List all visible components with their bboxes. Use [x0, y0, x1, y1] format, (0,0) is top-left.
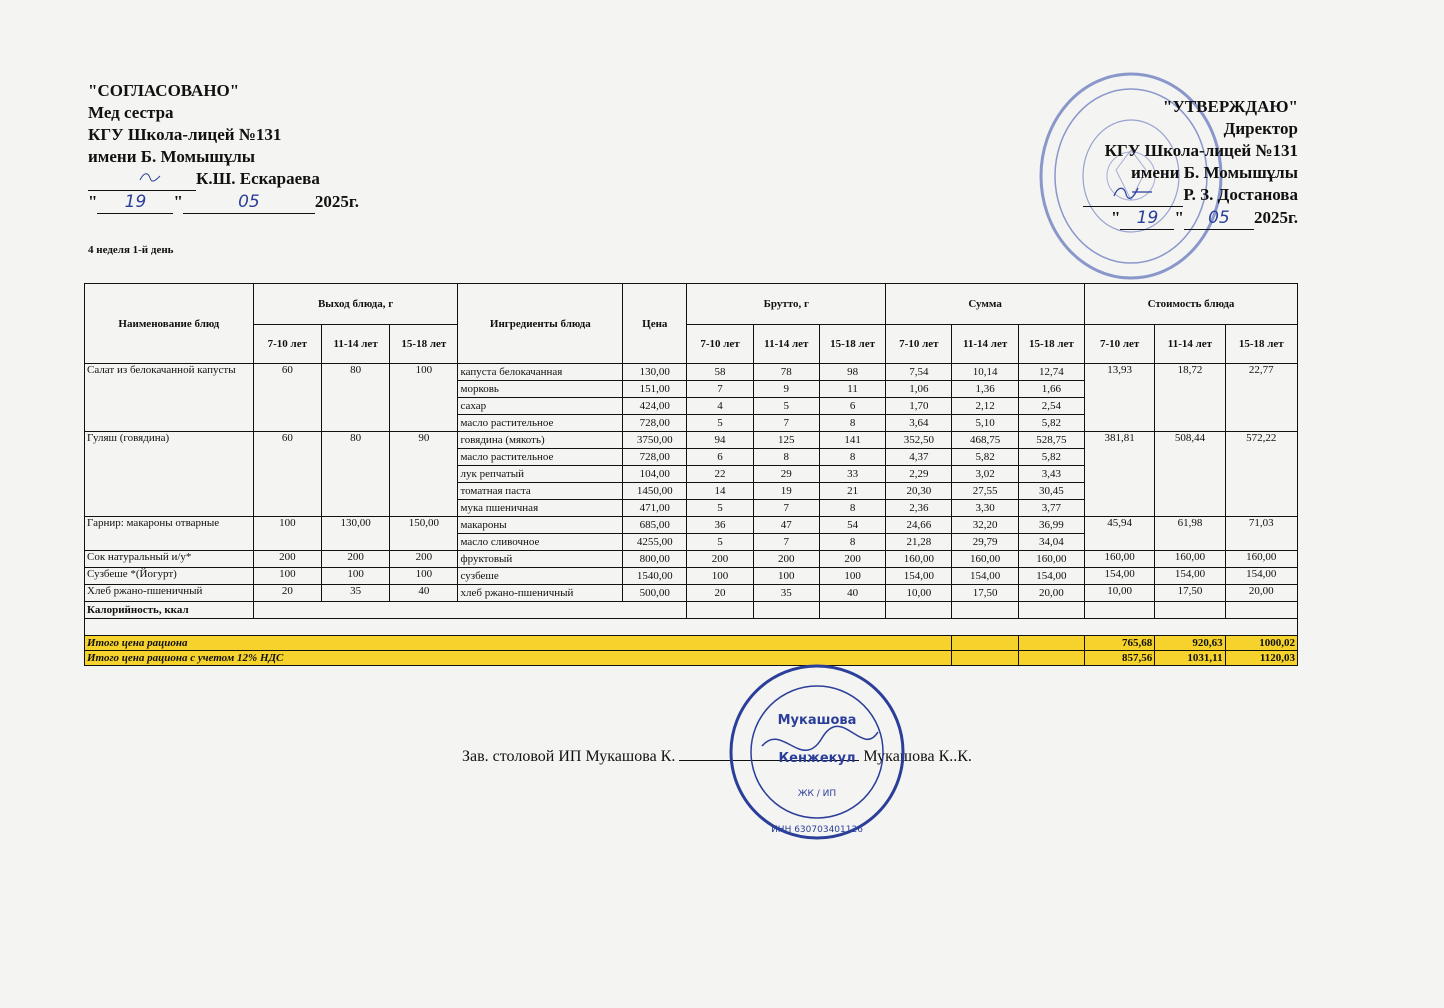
ingredient-brutto: 141	[819, 432, 885, 449]
date-line-right: " 19 " 05 2025г.	[1111, 208, 1298, 228]
ingredient-brutto: 33	[819, 466, 885, 483]
ingredient-brutto: 100	[753, 568, 819, 585]
dish-cost: 45,94	[1085, 517, 1155, 551]
dish-cost: 160,00	[1155, 551, 1225, 568]
empty-cell	[753, 602, 819, 619]
table-row	[85, 568, 1298, 585]
dish-name: Хлеб ржано-пшеничный	[85, 585, 254, 602]
ingredient-brutto: 8	[753, 449, 819, 466]
ingredient-brutto: 78	[753, 364, 819, 381]
ingredient-price: 728,00	[623, 449, 687, 466]
ingredient-sum: 352,50	[886, 432, 952, 449]
dish-output: 80	[321, 364, 389, 432]
dish-output: 60	[253, 364, 321, 432]
dish-cost: 13,93	[1085, 364, 1155, 432]
ingredient-brutto: 8	[819, 449, 885, 466]
table-row	[85, 551, 1298, 568]
approval-org-name-right: имени Б. Момышұлы	[1130, 163, 1298, 182]
ingredient-sum: 12,74	[1018, 364, 1084, 381]
entrepreneur-seal-stamp	[722, 662, 912, 842]
approval-org-right: КГУ Школа-лицей №131	[1104, 141, 1298, 160]
ingredient-sum: 24,66	[886, 517, 952, 534]
dish-output: 100	[390, 364, 458, 432]
dish-output: 200	[253, 551, 321, 568]
header-sum: Сумма	[886, 284, 1085, 325]
stamp-name-1: Мукашова	[777, 713, 857, 728]
dish-output: 40	[390, 585, 458, 602]
ingredient-brutto: 5	[687, 534, 753, 551]
ingredient-brutto: 7	[687, 381, 753, 398]
ingredient-sum: 3,64	[886, 415, 952, 432]
menu-table-body	[85, 364, 1298, 602]
ingredient-brutto: 11	[819, 381, 885, 398]
dish-cost: 160,00	[1085, 551, 1155, 568]
ingredient-sum: 30,45	[1018, 483, 1084, 500]
ingredient-brutto: 94	[687, 432, 753, 449]
approval-role-left: Мед сестра	[88, 103, 174, 122]
week-label: 4 неделя 1-й день	[88, 244, 174, 256]
approval-block-right	[1040, 96, 1298, 230]
ingredient-brutto: 98	[819, 364, 885, 381]
ingredient-sum: 528,75	[1018, 432, 1084, 449]
ingredient-sum: 3,02	[952, 466, 1018, 483]
signer-name-right: Р. З. Достанова	[1183, 185, 1298, 204]
ingredient-sum: 468,75	[952, 432, 1018, 449]
approval-org-name-left: имени Б. Момышұлы	[88, 147, 256, 166]
header-brutto: Брутто, г	[687, 284, 886, 325]
ingredient-brutto: 35	[753, 585, 819, 602]
ingredient-sum: 21,28	[886, 534, 952, 551]
calories-empty-cell	[253, 602, 687, 619]
ingredient-price: 800,00	[623, 551, 687, 568]
dish-cost: 17,50	[1155, 585, 1225, 602]
ingredient-price: 471,00	[623, 500, 687, 517]
ingredient-name: мука пшеничная	[458, 500, 623, 517]
stamp-inn: ИНН 630703401126	[771, 825, 863, 835]
ingredient-sum: 5,82	[1018, 415, 1084, 432]
ingredient-sum: 5,82	[1018, 449, 1084, 466]
header-age-output-1: 7-10 лет	[253, 325, 321, 364]
ingredient-brutto: 29	[753, 466, 819, 483]
ingredient-price: 4255,00	[623, 534, 687, 551]
dish-cost: 160,00	[1225, 551, 1297, 568]
approval-title-left: "СОГЛАСОВАНО"	[88, 81, 240, 100]
empty-cell	[1018, 651, 1084, 666]
ingredient-brutto: 20	[687, 585, 753, 602]
ingredient-name: морковь	[458, 381, 623, 398]
date-day-left: 19	[124, 192, 147, 212]
dish-name: Сок натуральный и/у*	[85, 551, 254, 568]
ingredient-brutto: 8	[819, 500, 885, 517]
ingredient-price: 1540,00	[623, 568, 687, 585]
ingredient-sum: 1,66	[1018, 381, 1084, 398]
empty-cell	[952, 636, 1018, 651]
ingredient-sum: 2,54	[1018, 398, 1084, 415]
ingredient-sum: 20,00	[1018, 585, 1084, 602]
ingredient-sum: 2,36	[886, 500, 952, 517]
ingredient-brutto: 8	[819, 415, 885, 432]
ingredient-brutto: 21	[819, 483, 885, 500]
signer-name-left: К.Ш. Ескараева	[196, 169, 320, 188]
ingredient-sum: 36,99	[1018, 517, 1084, 534]
ingredient-sum: 2,29	[886, 466, 952, 483]
dish-cost: 154,00	[1085, 568, 1155, 585]
ingredient-name: масло растительное	[458, 449, 623, 466]
ingredient-price: 151,00	[623, 381, 687, 398]
dish-output: 130,00	[321, 517, 389, 551]
ingredient-name: сахар	[458, 398, 623, 415]
ingredient-brutto: 47	[753, 517, 819, 534]
ingredient-price: 3750,00	[623, 432, 687, 449]
ingredient-name: макароны	[458, 517, 623, 534]
total-vat-row	[85, 651, 1298, 666]
dish-name: Гуляш (говядина)	[85, 432, 254, 517]
dish-cost: 20,00	[1225, 585, 1297, 602]
dish-cost: 10,00	[1085, 585, 1155, 602]
total-vat-value-3: 1120,03	[1225, 651, 1297, 666]
date-year-left: 2025г.	[314, 192, 359, 211]
ingredient-price: 104,00	[623, 466, 687, 483]
ingredient-sum: 160,00	[952, 551, 1018, 568]
dish-output: 60	[253, 432, 321, 517]
ingredient-brutto: 58	[687, 364, 753, 381]
stamp-signature	[762, 726, 878, 750]
dish-output: 35	[321, 585, 389, 602]
header-age-brutto-3: 15-18 лет	[819, 325, 885, 364]
approval-block-left	[88, 80, 418, 214]
header-age-output-3: 15-18 лет	[390, 325, 458, 364]
ingredient-brutto: 100	[819, 568, 885, 585]
ingredient-sum: 1,36	[952, 381, 1018, 398]
dish-cost: 381,81	[1085, 432, 1155, 517]
ingredient-sum: 32,20	[952, 517, 1018, 534]
ingredient-sum: 1,06	[886, 381, 952, 398]
dish-output: 100	[253, 517, 321, 551]
empty-cell	[952, 602, 1018, 619]
ingredient-sum: 10,14	[952, 364, 1018, 381]
empty-cell	[1085, 602, 1155, 619]
ingredient-brutto: 19	[753, 483, 819, 500]
ingredient-name: фруктовый	[458, 551, 623, 568]
table-row	[85, 585, 1298, 602]
total-vat-value-1: 857,56	[1085, 651, 1155, 666]
header-dish: Наименование блюд	[85, 284, 254, 364]
ingredient-sum: 154,00	[886, 568, 952, 585]
total-value-3: 1000,02	[1225, 636, 1297, 651]
menu-table-footer	[85, 602, 1298, 666]
header-price: Цена	[623, 284, 687, 364]
dish-output: 20	[253, 585, 321, 602]
ingredient-name: лук репчатый	[458, 466, 623, 483]
header-output: Выход блюда, г	[253, 284, 458, 325]
ingredient-sum: 4,37	[886, 449, 952, 466]
header-ingredients: Ингредиенты блюда	[458, 284, 623, 364]
header-age-brutto-2: 11-14 лет	[753, 325, 819, 364]
signature-scribble-right	[1108, 184, 1158, 200]
date-year-right: 2025г.	[1253, 208, 1298, 227]
ingredient-sum: 2,12	[952, 398, 1018, 415]
header-age-sum-1: 7-10 лет	[886, 325, 952, 364]
signature-mark-right	[1083, 184, 1183, 207]
ingredient-sum: 34,04	[1018, 534, 1084, 551]
empty-cell	[1018, 602, 1084, 619]
ingredient-brutto: 100	[687, 568, 753, 585]
dish-output: 100	[253, 568, 321, 585]
ingredient-price: 500,00	[623, 585, 687, 602]
ingredient-brutto: 5	[687, 500, 753, 517]
ingredient-name: масло сливочное	[458, 534, 623, 551]
stamp-type: ЖК / ИП	[797, 789, 837, 799]
dish-output: 150,00	[390, 517, 458, 551]
footer-left-text: Зав. столовой ИП Мукашова К.	[462, 748, 676, 765]
ingredient-name: хлеб ржано-пшеничный	[458, 585, 623, 602]
ingredient-brutto: 125	[753, 432, 819, 449]
ingredient-sum: 1,70	[886, 398, 952, 415]
ingredient-brutto: 7	[753, 500, 819, 517]
date-month-left: 05	[238, 192, 260, 212]
ingredient-price: 130,00	[623, 364, 687, 381]
dish-output: 80	[321, 432, 389, 517]
total-row	[85, 636, 1298, 651]
dish-output: 200	[390, 551, 458, 568]
ingredient-brutto: 5	[753, 398, 819, 415]
dish-cost: 508,44	[1155, 432, 1225, 517]
ingredient-sum: 3,43	[1018, 466, 1084, 483]
ingredient-sum: 3,30	[952, 500, 1018, 517]
ingredient-sum: 20,30	[886, 483, 952, 500]
ingredient-brutto: 6	[819, 398, 885, 415]
calories-label: Калорийность, ккал	[85, 602, 254, 619]
ingredient-brutto: 7	[753, 415, 819, 432]
empty-cell	[886, 602, 952, 619]
date-month-right: 05	[1208, 208, 1230, 228]
stamp-name-2: Кенжекул	[778, 751, 856, 766]
menu-table	[84, 283, 1298, 666]
dish-cost: 154,00	[1155, 568, 1225, 585]
ingredient-brutto: 14	[687, 483, 753, 500]
dish-output: 100	[390, 568, 458, 585]
empty-cell	[1155, 602, 1225, 619]
table-row	[85, 432, 1298, 449]
ingredient-sum: 10,00	[886, 585, 952, 602]
ingredient-sum: 27,55	[952, 483, 1018, 500]
total-value-2: 920,63	[1155, 636, 1225, 651]
ingredient-brutto: 54	[819, 517, 885, 534]
date-day-right: 19	[1136, 208, 1159, 228]
total-value-1: 765,68	[1085, 636, 1155, 651]
header-age-sum-2: 11-14 лет	[952, 325, 1018, 364]
signature-mark-left	[88, 168, 196, 191]
approval-title-right: "УТВЕРЖДАЮ"	[1162, 97, 1298, 116]
ingredient-brutto: 9	[753, 381, 819, 398]
dish-cost: 18,72	[1155, 364, 1225, 432]
dish-cost: 572,22	[1225, 432, 1297, 517]
signature-line-right	[1040, 184, 1298, 207]
ingredient-sum: 3,77	[1018, 500, 1084, 517]
ingredient-sum: 5,82	[952, 449, 1018, 466]
header-age-brutto-1: 7-10 лет	[687, 325, 753, 364]
total-label: Итого цена рациона	[85, 636, 952, 651]
ingredient-price: 728,00	[623, 415, 687, 432]
dish-cost: 154,00	[1225, 568, 1297, 585]
ingredient-sum: 7,54	[886, 364, 952, 381]
ingredient-price: 424,00	[623, 398, 687, 415]
ingredient-brutto: 200	[753, 551, 819, 568]
ingredient-brutto: 7	[753, 534, 819, 551]
approval-role-right: Директор	[1223, 119, 1298, 138]
dish-cost: 61,98	[1155, 517, 1225, 551]
date-line-left: " 19 " 05 2025г.	[88, 192, 359, 212]
empty-cell	[952, 651, 1018, 666]
header-age-cost-3: 15-18 лет	[1225, 325, 1297, 364]
footer-right-text: Мукашова К..К.	[863, 748, 972, 765]
signature-scribble-left	[112, 168, 172, 184]
spacer-row	[85, 619, 1298, 636]
dish-name: Салат из белокачанной капусты	[85, 364, 254, 432]
ingredient-sum: 154,00	[952, 568, 1018, 585]
ingredient-sum: 160,00	[1018, 551, 1084, 568]
dish-name: Сузбеше *(Йогурт)	[85, 568, 254, 585]
header-age-output-2: 11-14 лет	[321, 325, 389, 364]
dish-output: 100	[321, 568, 389, 585]
dish-cost: 22,77	[1225, 364, 1297, 432]
empty-cell	[1225, 602, 1297, 619]
ingredient-name: сузбеше	[458, 568, 623, 585]
ingredient-brutto: 200	[819, 551, 885, 568]
header-cost: Стоимость блюда	[1085, 284, 1298, 325]
approval-org-left: КГУ Школа-лицей №131	[88, 125, 282, 144]
dish-cost: 71,03	[1225, 517, 1297, 551]
ingredient-price: 1450,00	[623, 483, 687, 500]
ingredient-sum: 160,00	[886, 551, 952, 568]
ingredient-brutto: 200	[687, 551, 753, 568]
header-age-cost-2: 11-14 лет	[1155, 325, 1225, 364]
ingredient-brutto: 40	[819, 585, 885, 602]
dish-output: 90	[390, 432, 458, 517]
total-vat-value-2: 1031,11	[1155, 651, 1225, 666]
table-row	[85, 517, 1298, 534]
signature-line-left	[88, 168, 418, 191]
empty-cell	[687, 602, 753, 619]
ingredient-sum: 29,79	[952, 534, 1018, 551]
ingredient-brutto: 8	[819, 534, 885, 551]
ingredient-name: капуста белокачанная	[458, 364, 623, 381]
empty-cell	[819, 602, 885, 619]
dish-name: Гарнир: макароны отварные	[85, 517, 254, 551]
ingredient-price: 685,00	[623, 517, 687, 534]
ingredient-brutto: 5	[687, 415, 753, 432]
ingredient-brutto: 22	[687, 466, 753, 483]
ingredient-name: томатная паста	[458, 483, 623, 500]
header-age-sum-3: 15-18 лет	[1018, 325, 1084, 364]
empty-cell	[1018, 636, 1084, 651]
ingredient-sum: 5,10	[952, 415, 1018, 432]
total-vat-label: Итого цена рациона с учетом 12% НДС	[85, 651, 952, 666]
ingredient-brutto: 6	[687, 449, 753, 466]
ingredient-brutto: 36	[687, 517, 753, 534]
ingredient-name: говядина (мякоть)	[458, 432, 623, 449]
ingredient-name: масло растительное	[458, 415, 623, 432]
ingredient-sum: 17,50	[952, 585, 1018, 602]
ingredient-sum: 154,00	[1018, 568, 1084, 585]
header-age-cost-1: 7-10 лет	[1085, 325, 1155, 364]
ingredient-brutto: 4	[687, 398, 753, 415]
table-row	[85, 364, 1298, 381]
dish-output: 200	[321, 551, 389, 568]
